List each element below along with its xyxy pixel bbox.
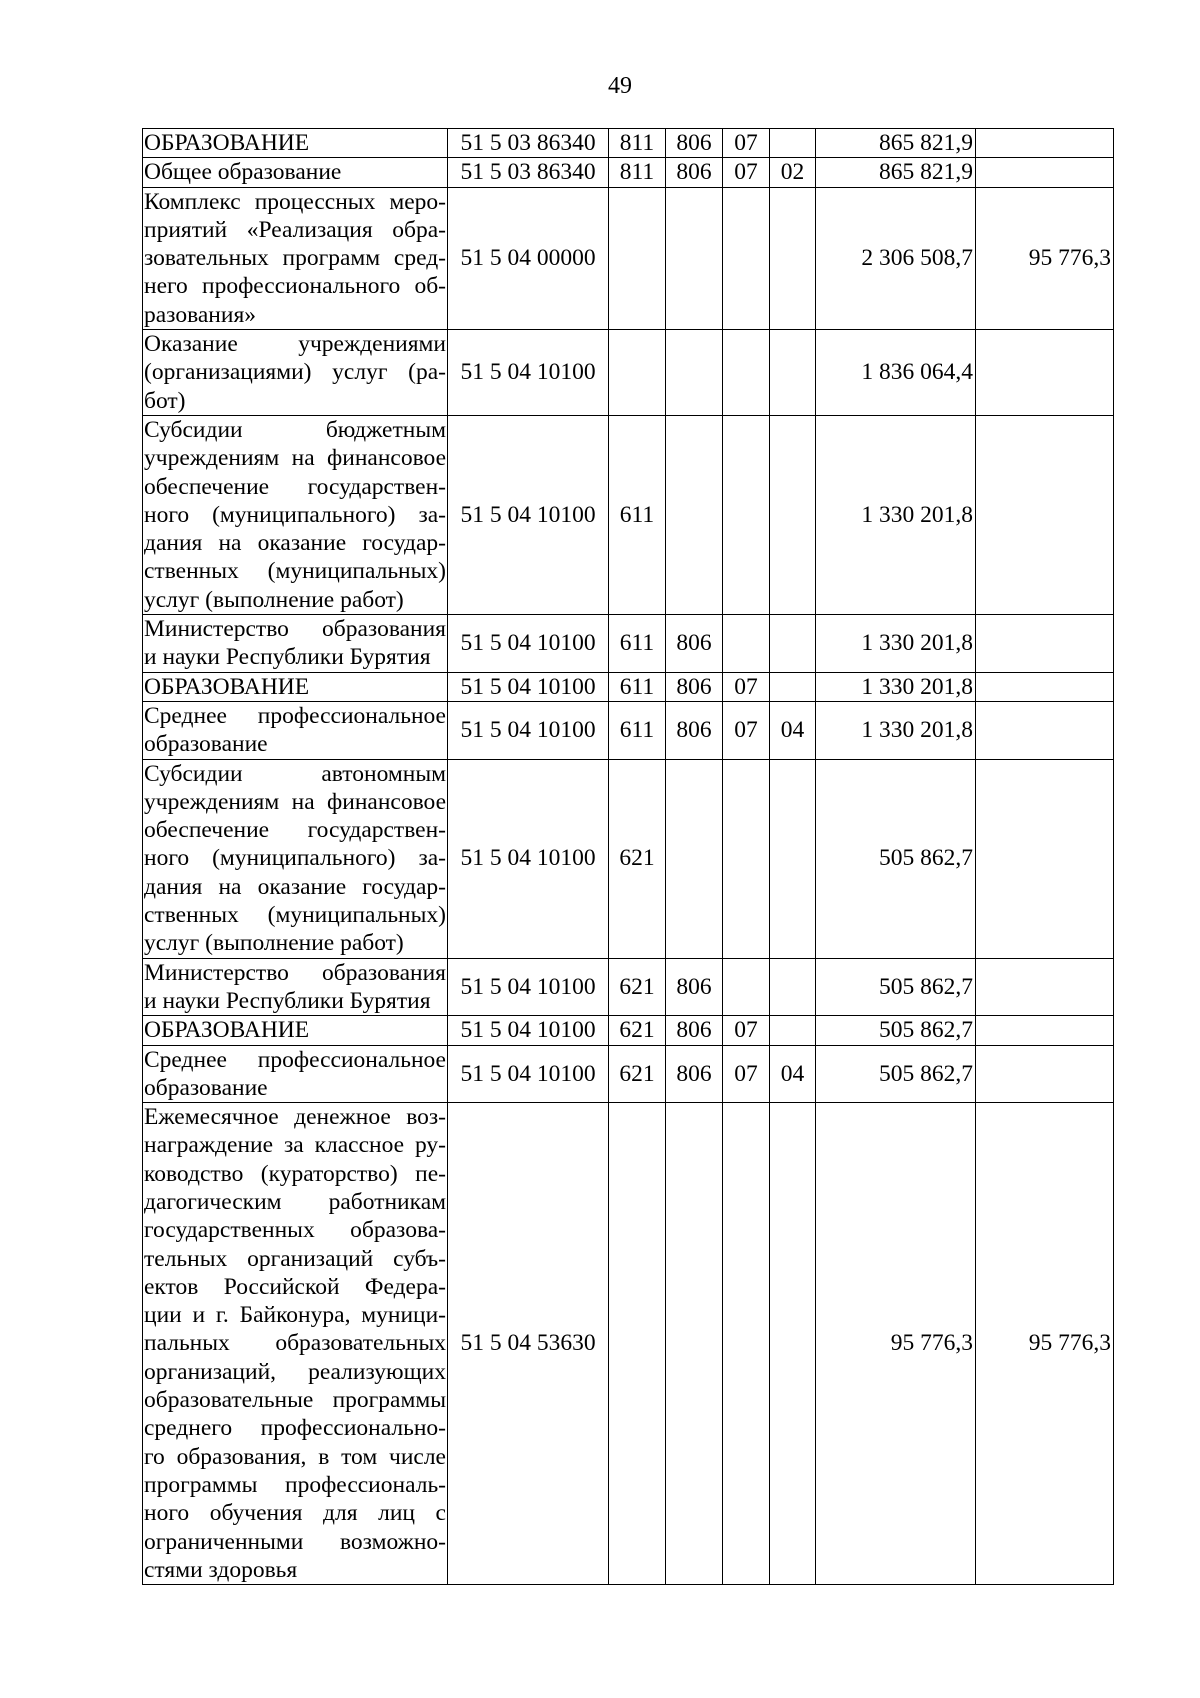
amount-cell: 1 836 064,4	[816, 330, 976, 416]
target-article-cell: 51 5 03 86340	[448, 129, 609, 158]
item-name-cell	[143, 672, 448, 701]
amount-cell: 1 330 201,8	[816, 615, 976, 673]
expense-type-cell	[609, 1103, 666, 1585]
ministry-code-cell	[666, 415, 723, 614]
table-row	[143, 958, 1114, 1016]
subsection-cell	[770, 415, 816, 614]
item-name-cell	[143, 615, 448, 673]
item-name-line: обеспечение государствен-	[144, 473, 446, 500]
item-name-line: услуг (выполнение работ)	[144, 930, 404, 957]
target-article-cell: 51 5 04 10100	[448, 759, 609, 958]
item-name-line: разования»	[144, 301, 257, 328]
table-row	[143, 615, 1114, 673]
subsection-cell	[770, 330, 816, 416]
budget-table-body	[143, 129, 1114, 1585]
item-name-line: образование	[144, 1074, 268, 1101]
expense-type-cell: 611	[609, 672, 666, 701]
federal-amount-cell	[976, 672, 1114, 701]
subsection-cell	[770, 1103, 816, 1585]
section-cell	[723, 615, 770, 673]
target-article-cell: 51 5 04 10100	[448, 958, 609, 1016]
target-article-cell: 51 5 04 10100	[448, 330, 609, 416]
budget-table	[142, 128, 1114, 1585]
subsection-cell	[770, 958, 816, 1016]
item-name-line: тельных организаций субъ-	[144, 1245, 446, 1272]
item-name-cell	[143, 158, 448, 187]
expense-type-cell: 611	[609, 415, 666, 614]
ministry-code-cell	[666, 759, 723, 958]
section-cell: 07	[723, 701, 770, 759]
item-name-line: награждение за классное ру-	[144, 1132, 446, 1159]
section-cell	[723, 1103, 770, 1585]
item-name-line: Комплекс процессных меро-	[144, 188, 446, 215]
item-name-line: ОБРАЗОВАНИЕ	[144, 673, 310, 700]
federal-amount-cell	[976, 958, 1114, 1016]
federal-amount-cell: 95 776,3	[976, 187, 1114, 329]
item-name-line: бот)	[144, 387, 186, 414]
expense-type-cell: 621	[609, 759, 666, 958]
subsection-cell	[770, 759, 816, 958]
item-name-cell	[143, 1016, 448, 1045]
item-name-line: образовательные программы	[144, 1387, 446, 1414]
federal-amount-cell: 95 776,3	[976, 1103, 1114, 1585]
item-name-line: Среднее профессиональное	[144, 702, 446, 729]
target-article-cell: 51 5 04 10100	[448, 415, 609, 614]
item-name-line: зовательных программ сред-	[144, 245, 446, 272]
target-article-cell: 51 5 03 86340	[448, 158, 609, 187]
amount-cell: 1 330 201,8	[816, 701, 976, 759]
amount-cell: 1 330 201,8	[816, 415, 976, 614]
ministry-code-cell: 806	[666, 672, 723, 701]
federal-amount-cell	[976, 330, 1114, 416]
section-cell	[723, 187, 770, 329]
subsection-cell	[770, 615, 816, 673]
table-row	[143, 1016, 1114, 1045]
item-name-line: образование	[144, 731, 268, 758]
target-article-cell: 51 5 04 10100	[448, 701, 609, 759]
federal-amount-cell	[976, 615, 1114, 673]
item-name-line: Субсидии бюджетным	[144, 416, 446, 443]
item-name-cell	[143, 330, 448, 416]
section-cell: 07	[723, 129, 770, 158]
expense-type-cell: 621	[609, 1045, 666, 1103]
amount-cell: 1 330 201,8	[816, 672, 976, 701]
item-name-line: ектов Российской Федера-	[144, 1273, 446, 1300]
item-name-line: дания на оказание государ-	[144, 873, 446, 900]
item-name-line: среднего профессионально-	[144, 1415, 446, 1442]
item-name-cell	[143, 129, 448, 158]
target-article-cell: 51 5 04 00000	[448, 187, 609, 329]
subsection-cell	[770, 672, 816, 701]
amount-cell: 95 776,3	[816, 1103, 976, 1585]
target-article-cell: 51 5 04 53630	[448, 1103, 609, 1585]
federal-amount-cell	[976, 158, 1114, 187]
item-name-line: ного (муниципального) за-	[144, 501, 446, 528]
item-name-line: обеспечение государствен-	[144, 817, 446, 844]
item-name-line: ОБРАЗОВАНИЕ	[144, 130, 310, 156]
subsection-cell	[770, 1016, 816, 1045]
table-row	[143, 415, 1114, 614]
item-name-line: стями здоровья	[144, 1556, 298, 1583]
federal-amount-cell	[976, 759, 1114, 958]
amount-cell: 505 862,7	[816, 1045, 976, 1103]
section-cell: 07	[723, 1016, 770, 1045]
ministry-code-cell: 806	[666, 1045, 723, 1103]
federal-amount-cell	[976, 1016, 1114, 1045]
ministry-code-cell: 806	[666, 1016, 723, 1045]
subsection-cell	[770, 187, 816, 329]
item-name-line: учреждениям на финансовое	[144, 445, 446, 472]
table-row	[143, 1103, 1114, 1585]
item-name-line: Министерство образования	[144, 959, 446, 986]
ministry-code-cell: 806	[666, 158, 723, 187]
item-name-line: ного (муниципального) за-	[144, 845, 446, 872]
ministry-code-cell	[666, 330, 723, 416]
table-row	[143, 187, 1114, 329]
page-number: 49	[608, 73, 632, 99]
table-row	[143, 701, 1114, 759]
amount-cell: 865 821,9	[816, 158, 976, 187]
item-name-line: услуг (выполнение работ)	[144, 586, 404, 613]
ministry-code-cell: 806	[666, 615, 723, 673]
section-cell: 07	[723, 158, 770, 187]
subsection-cell: 04	[770, 701, 816, 759]
amount-cell: 865 821,9	[816, 129, 976, 158]
amount-cell: 505 862,7	[816, 1016, 976, 1045]
item-name-line: ководство (кураторство) пе-	[144, 1160, 446, 1187]
item-name-line: и науки Республики Бурятия	[144, 987, 431, 1014]
item-name-line: ции и г. Байконура, муници-	[144, 1302, 446, 1329]
table-row	[143, 759, 1114, 958]
item-name-line: ственных (муниципальных)	[144, 558, 446, 585]
target-article-cell: 51 5 04 10100	[448, 1045, 609, 1103]
item-name-cell	[143, 759, 448, 958]
item-name-line: организаций, реализующих	[144, 1358, 446, 1385]
table-row	[143, 330, 1114, 416]
federal-amount-cell	[976, 1045, 1114, 1103]
item-name-line: программы профессиональ-	[144, 1471, 446, 1498]
item-name-line: го образования, в том числе	[144, 1443, 446, 1470]
item-name-cell	[143, 701, 448, 759]
section-cell	[723, 958, 770, 1016]
amount-cell: 505 862,7	[816, 759, 976, 958]
federal-amount-cell	[976, 129, 1114, 158]
table-row	[143, 1045, 1114, 1103]
item-name-line: Общее образование	[144, 159, 342, 186]
item-name-line: него профессионального об-	[144, 273, 446, 300]
item-name-cell	[143, 958, 448, 1016]
subsection-cell: 04	[770, 1045, 816, 1103]
item-name-cell	[143, 1103, 448, 1585]
federal-amount-cell	[976, 415, 1114, 614]
federal-amount-cell	[976, 701, 1114, 759]
target-article-cell: 51 5 04 10100	[448, 1016, 609, 1045]
expense-type-cell: 811	[609, 158, 666, 187]
item-name-cell	[143, 415, 448, 614]
section-cell	[723, 415, 770, 614]
item-name-line: Оказание учреждениями	[144, 331, 446, 358]
target-article-cell: 51 5 04 10100	[448, 615, 609, 673]
item-name-line: ОБРАЗОВАНИЕ	[144, 1017, 310, 1044]
item-name-line: Среднее профессиональное	[144, 1046, 446, 1073]
section-cell	[723, 330, 770, 416]
item-name-line: дагогическим работникам	[144, 1188, 446, 1215]
expense-type-cell: 811	[609, 129, 666, 158]
ministry-code-cell: 806	[666, 129, 723, 158]
target-article-cell: 51 5 04 10100	[448, 672, 609, 701]
item-name-line: Министерство образования	[144, 616, 446, 643]
item-name-line: ограниченными возможно-	[144, 1528, 446, 1555]
ministry-code-cell	[666, 1103, 723, 1585]
item-name-line: Субсидии автономным	[144, 760, 446, 787]
subsection-cell: 02	[770, 158, 816, 187]
item-name-line: дания на оказание государ-	[144, 530, 446, 557]
item-name-cell	[143, 187, 448, 329]
item-name-line: (организациями) услуг (ра-	[144, 359, 446, 386]
ministry-code-cell: 806	[666, 701, 723, 759]
expense-type-cell	[609, 330, 666, 416]
item-name-cell	[143, 1045, 448, 1103]
section-cell	[723, 759, 770, 958]
item-name-line: ственных (муниципальных)	[144, 902, 446, 929]
table-row	[143, 672, 1114, 701]
ministry-code-cell: 806	[666, 958, 723, 1016]
item-name-line: приятий «Реализация обра-	[144, 216, 446, 243]
item-name-line: ного обучения для лиц с	[144, 1500, 446, 1527]
expense-type-cell: 611	[609, 701, 666, 759]
amount-cell: 2 306 508,7	[816, 187, 976, 329]
ministry-code-cell	[666, 187, 723, 329]
section-cell: 07	[723, 672, 770, 701]
subsection-cell	[770, 129, 816, 158]
expense-type-cell: 611	[609, 615, 666, 673]
expense-type-cell: 621	[609, 958, 666, 1016]
expense-type-cell	[609, 187, 666, 329]
section-cell: 07	[723, 1045, 770, 1103]
item-name-line: государственных образова-	[144, 1217, 446, 1244]
item-name-line: Ежемесячное денежное воз-	[144, 1104, 446, 1131]
table-row	[143, 129, 1114, 158]
amount-cell: 505 862,7	[816, 958, 976, 1016]
table-row	[143, 158, 1114, 187]
item-name-line: и науки Республики Бурятия	[144, 644, 431, 671]
item-name-line: пальных образовательных	[144, 1330, 446, 1357]
item-name-line: учреждениям на финансовое	[144, 788, 446, 815]
expense-type-cell: 621	[609, 1016, 666, 1045]
